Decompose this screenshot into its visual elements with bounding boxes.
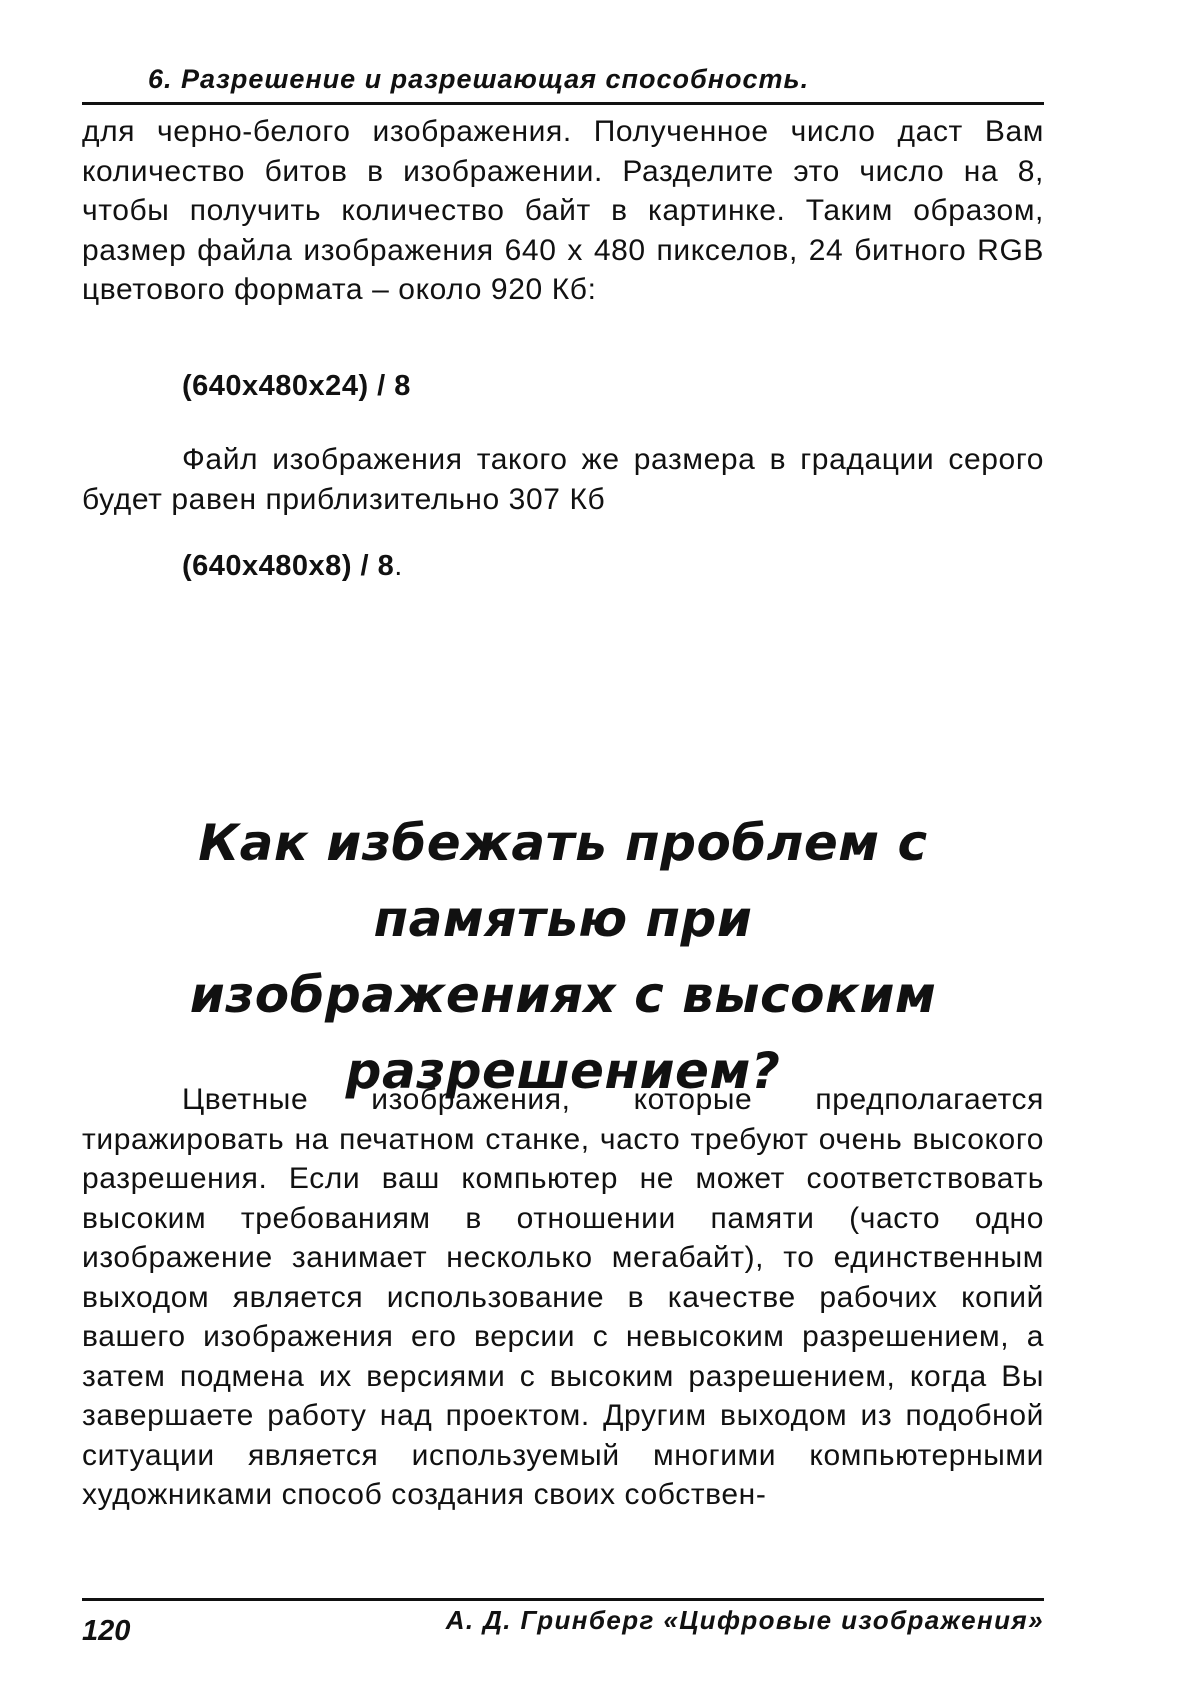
running-header xyxy=(82,60,1044,105)
formula-grayscale-period: . xyxy=(394,550,403,582)
paragraph-grayscale: Файл изображения такого же размера в градации серого будет равен приблизительно 307 Кб xyxy=(82,443,1044,516)
section-heading-line-2: изображениях с высоким xyxy=(189,966,937,1024)
section-heading xyxy=(82,805,1044,1109)
section-heading-line-3: разрешением? xyxy=(345,1042,781,1100)
running-footer xyxy=(82,1598,1044,1661)
page-number: 120 xyxy=(82,1615,131,1647)
section-heading-line-1: Как избежать проблем с памятью при xyxy=(198,814,928,948)
chapter-title: 6. Разрешение и разрешающая способность. xyxy=(148,64,810,94)
book-title: А. Д. Гринберг «Цифровые изображения» xyxy=(445,1605,1044,1635)
book-page xyxy=(82,0,1044,1700)
formula-rgb: (640x480x24) / 8 xyxy=(182,370,411,402)
paragraph-memory: Цветные изображения, которые предполагается тиражировать на печатном станке, часто требуют очень высокого разрешения. Если ваш компьютер не может соответствовать высоким требованиям в отношении памяти (часто одно изображение занимает несколько мегабайт), то единственным выходом является использование в качестве рабочих копий вашего изображения его версии с невысоким разрешением, а затем подмена их версиями с высоким разрешением, когда Вы завершаете работу над проектом. Другим выходом из подобной ситуации является используемый многими компьютерными художниками способ создания своих собствен- xyxy=(82,1083,1044,1511)
paragraph-file-size: для черно-белого изображения. Полученное число даст Вам количество битов в изображении. Разделите это число на 8, чтобы получить количество байт в картинке. Таким образом, размер файла изображения 640 x 480 пикселов, 24 битного RGB цветового формата – около 920 Кб: xyxy=(82,115,1044,306)
formula-grayscale-expression: (640x480x8) / 8 xyxy=(182,550,395,582)
formula-grayscale xyxy=(182,550,403,583)
